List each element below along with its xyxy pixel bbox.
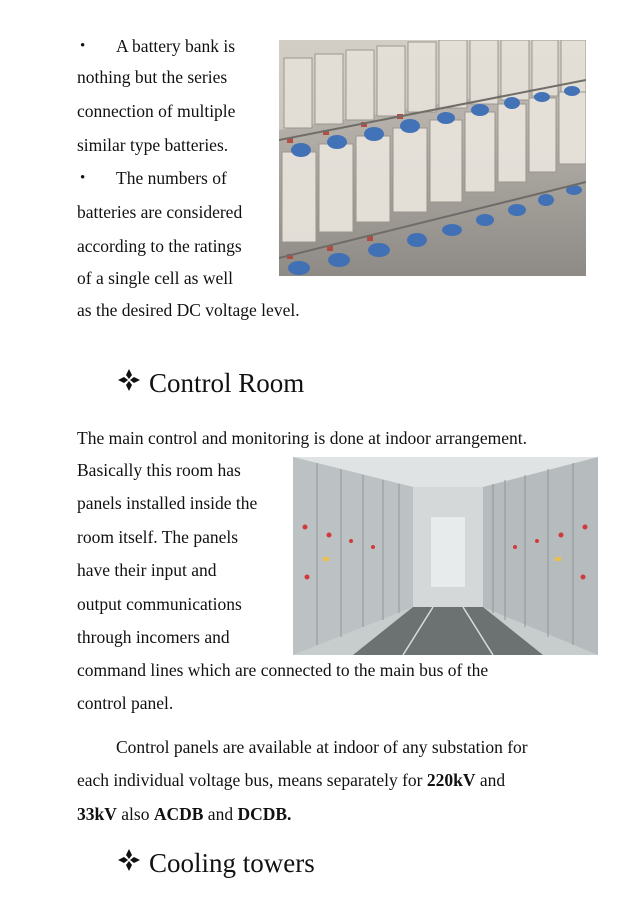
section-heading-control-room (117, 367, 304, 399)
text-line: have their input and (77, 560, 217, 580)
control-room-illustration (293, 457, 598, 655)
text-line: output communications (77, 594, 242, 614)
text-line: connection of multiple (77, 101, 236, 121)
diamond-bullet-icon (117, 847, 141, 879)
text-span: and (203, 804, 238, 824)
text-line: nothing but the series (77, 67, 228, 87)
bullet-marker: • (80, 170, 86, 186)
text-line: room itself. The panels (77, 527, 239, 547)
text-line (77, 804, 291, 824)
text-line: similar type batteries. (77, 135, 229, 155)
text-line: of a single cell as well (77, 268, 233, 288)
text-line: Basically this room has (77, 460, 241, 480)
text-line (77, 770, 505, 790)
control-room-photo (293, 457, 598, 655)
text-line: Control panels are available at indoor of any substation for (116, 737, 528, 757)
text-line: through incomers and (77, 627, 230, 647)
heading-text: Control Room (149, 368, 305, 398)
voltage-220kv: 220kV (426, 770, 476, 790)
text-line: The main control and monitoring is done at indoor arrangement. (77, 428, 528, 448)
text-line: control panel. (77, 693, 174, 713)
text-line: as the desired DC voltage level. (77, 300, 300, 320)
text-line: according to the ratings (77, 236, 242, 256)
text-span: each individual voltage bus, means separately for (77, 770, 427, 790)
voltage-33kv: 33kV (77, 804, 117, 824)
text-line: A battery bank is (116, 36, 236, 56)
text-line: command lines which are connected to the main bus of the (77, 660, 489, 680)
heading-text: Cooling towers (149, 848, 315, 878)
battery-bank-illustration (279, 40, 586, 276)
bullet-marker: • (80, 38, 86, 54)
text-line: panels installed inside the (77, 493, 258, 513)
text-line: batteries are considered (77, 202, 243, 222)
text-span: also (116, 804, 154, 824)
section-heading-cooling-towers (117, 847, 315, 879)
dcdb-label: DCDB. (237, 804, 292, 824)
text-line: The numbers of (116, 168, 227, 188)
acdb-label: ACDB (153, 804, 204, 824)
diamond-bullet-icon (117, 367, 141, 399)
text-span: and (475, 770, 506, 790)
battery-bank-photo (279, 40, 586, 276)
